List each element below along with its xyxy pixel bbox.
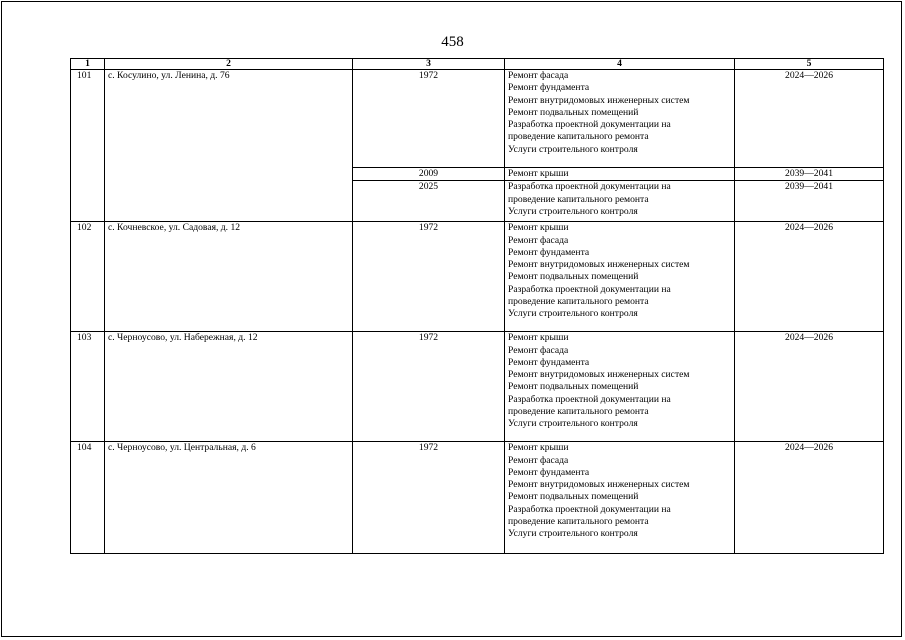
work-item: Ремонт подвальных помещений [508,381,639,393]
work-item: Услуги строительного контроля [508,418,638,430]
work-item: Ремонт подвальных помещений [508,491,639,503]
year-cell: 2025 [353,181,505,222]
work-item: Услуги строительного контроля [508,205,638,217]
work-item: проведение капитального ремонта [508,131,649,143]
period-cell: 2024—2026 [735,222,884,332]
work-item: Услуги строительного контроля [508,528,638,540]
work-item: проведение капитального ремонта [508,516,649,528]
row-number-cell: 103 [71,332,105,442]
works-cell [505,442,735,554]
row-number-cell: 101 [71,70,105,222]
row-number-cell: 102 [71,222,105,332]
header-cell-1: 1 [71,59,105,70]
year-cell: 1972 [353,70,505,168]
period-cell: 2024—2026 [735,70,884,168]
work-item: Разработка проектной документации на [508,181,671,193]
works-cell [505,332,735,442]
work-item: Ремонт фасада [508,70,569,81]
work-item: Ремонт крыши [508,332,569,344]
period-cell: 2039—2041 [735,168,884,181]
period-cell: 2024—2026 [735,332,884,442]
work-item: Ремонт фундамента [508,82,590,94]
address-cell: с. Косулино, ул. Ленина, д. 76 [105,70,353,222]
work-item: Ремонт крыши [508,222,569,234]
work-item: Разработка проектной документации на [508,503,671,515]
work-item: проведение капитального ремонта [508,296,649,308]
table-row [71,70,884,168]
header-cell-5: 5 [735,59,884,70]
work-item: Ремонт крыши [508,168,569,179]
work-item: Ремонт фундамента [508,246,590,258]
works-cell [505,181,735,222]
address-cell: с. Черноусово, ул. Набережная, д. 12 [105,332,353,442]
work-item: Ремонт фасада [508,454,569,466]
work-item: Ремонт подвальных помещений [508,106,639,118]
work-item: Ремонт внутридомовых инженерных систем [508,94,690,106]
repair-schedule-table [70,58,884,554]
work-item: Услуги строительного контроля [508,308,638,320]
header-cell-4: 4 [505,59,735,70]
work-item: Ремонт внутридомовых инженерных систем [508,479,690,491]
work-item: Услуги строительного контроля [508,143,638,155]
work-item: проведение капитального ремонта [508,193,649,205]
year-cell: 1972 [353,222,505,332]
period-cell: 2024—2026 [735,442,884,554]
works-cell [505,70,735,168]
row-number-cell: 104 [71,442,105,554]
work-item: Ремонт внутридомовых инженерных систем [508,369,690,381]
work-item: Ремонт подвальных помещений [508,271,639,283]
work-item: Ремонт фундамента [508,466,590,478]
work-item: Разработка проектной документации на [508,393,671,405]
address-cell: с. Черноусово, ул. Центральная, д. 6 [105,442,353,554]
work-item: Разработка проектной документации на [508,119,671,131]
works-cell [505,222,735,332]
year-cell: 1972 [353,332,505,442]
table-body [71,70,884,554]
page-number: 458 [441,34,464,50]
work-item: проведение капитального ремонта [508,406,649,418]
works-cell [505,168,735,181]
address-cell: с. Кочневское, ул. Садовая, д. 12 [105,222,353,332]
header-row [71,59,884,70]
table-row [71,442,884,554]
work-item: Ремонт крыши [508,442,569,454]
header-cell-3: 3 [353,59,505,70]
work-item: Ремонт фасада [508,344,569,356]
header-cell-2: 2 [105,59,353,70]
period-cell: 2039—2041 [735,181,884,222]
work-item: Ремонт фундамента [508,356,590,368]
year-cell: 1972 [353,442,505,554]
work-item: Разработка проектной документации на [508,283,671,295]
work-item: Ремонт фасада [508,234,569,246]
table-row [71,332,884,442]
year-cell: 2009 [353,168,505,181]
work-item: Ремонт внутридомовых инженерных систем [508,259,690,271]
table-row [71,222,884,332]
